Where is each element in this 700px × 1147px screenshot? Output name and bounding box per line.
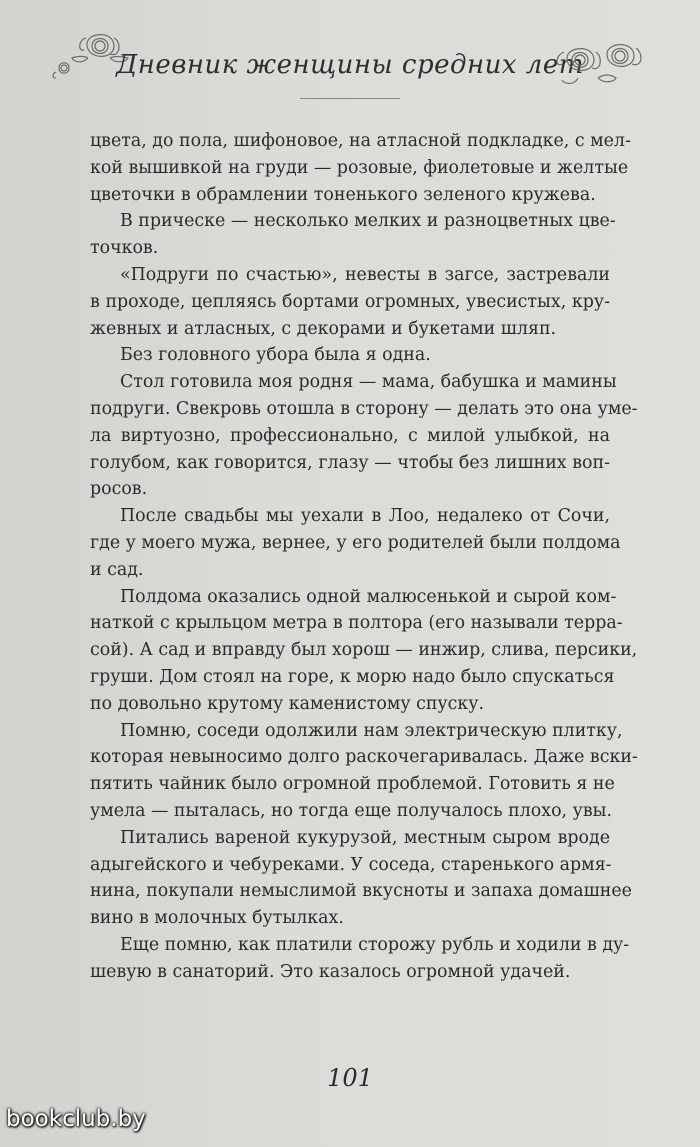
text-line: пятить чайник было огромной проблемой. Готовить я не	[90, 774, 615, 795]
body-text	[90, 128, 638, 986]
text-line: росов.	[90, 479, 148, 500]
header-divider	[300, 98, 400, 99]
text-line: Без головного убора была я одна.	[120, 345, 431, 366]
text-line: адыгейского и чебуреками. У соседа, старенького армя-	[90, 854, 612, 875]
text-line: цветочки в обрамлении тоненького зеленого кружева.	[90, 184, 596, 205]
text-line: точков.	[90, 238, 159, 259]
text-line: сой). А сад и вправду был хорош — инжир, слива, персики,	[90, 640, 638, 661]
text-line: в проходе, цепляясь бортами огромных, увесистых, кру-	[90, 291, 610, 312]
text-line: подруги. Свекровь отошла в сторону — делать это она уме-	[90, 398, 638, 419]
paragraph	[90, 342, 610, 369]
paragraph	[90, 932, 630, 986]
header-title: Дневник женщины средних лет	[116, 50, 584, 80]
text-line: После свадьбы мы уехали в Лоо, недалеко от Сочи,	[120, 506, 610, 527]
paragraph	[90, 208, 616, 262]
text-line: Стол готовила моя родня — мама, бабушка и мамины	[120, 372, 617, 393]
text-line: голубом, как говорится, глазу — чтобы без лишних воп-	[90, 452, 610, 473]
paragraph	[90, 369, 638, 503]
text-line: умела — пыталась, но тогда еще получалось плохо, увы.	[90, 800, 612, 821]
text-line: наткой с крыльцом метра в полтора (его называли терра-	[90, 613, 623, 634]
text-line: где у моего мужа, вернее, у его родителей были полдома	[90, 532, 621, 553]
paragraph	[90, 128, 631, 208]
text-line: В прическе — несколько мелких и разноцветных цве-	[120, 211, 616, 232]
paragraph	[90, 262, 610, 342]
rose-ornament-icon	[548, 38, 648, 98]
text-line: «Подруги по счастью», невесты в загсе, застревали	[120, 264, 610, 285]
text-line: жевных и атласных, с декорами и букетами шляп.	[90, 318, 557, 339]
paragraph	[90, 718, 638, 825]
text-line: груши. Дом стоял на горе, к морю надо было спускаться	[90, 666, 615, 687]
paragraph	[90, 825, 632, 932]
text-line: цвета, до пола, шифоновое, на атласной подкладке, с мел-	[90, 131, 631, 151]
text-line: Питались вареной кукурузой, местным сыром вроде	[120, 827, 610, 848]
running-header	[0, 28, 700, 108]
text-line: вино в молочных бутылках.	[90, 908, 344, 929]
text-line: Помню, соседи одолжили нам электрическую плитку,	[120, 720, 623, 741]
text-line: и сад.	[90, 559, 144, 580]
paragraph	[90, 584, 638, 718]
text-line: по довольно крутому каменистому спуску.	[90, 693, 485, 714]
text-line: нина, покупали немыслимой вкусноты и запаха домашнее	[90, 881, 632, 902]
paragraph	[90, 503, 621, 583]
page-number: 101	[327, 1064, 373, 1092]
text-line: Еще помню, как платили сторожу рубль и ходили в ду-	[120, 934, 630, 955]
text-line: Полдома оказались одной малюсенькой и сырой ком-	[120, 586, 617, 607]
watermark: bookclub.by	[6, 1106, 146, 1132]
text-line: кой вышивкой на груди — розовые, фиолетовые и желтые	[90, 157, 629, 178]
text-line: шевую в санаторий. Это казалось огромной удачей.	[90, 961, 571, 982]
text-line: ла виртуозно, профессионально, с милой улыбкой, на	[90, 425, 610, 446]
text-line: которая невыносимо долго раскочегаривалась. Даже вски-	[90, 747, 638, 768]
